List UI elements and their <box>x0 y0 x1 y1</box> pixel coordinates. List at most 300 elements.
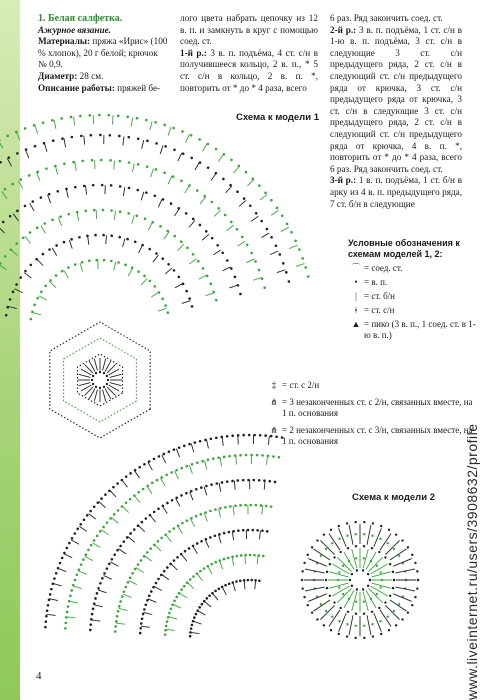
chain-dot <box>129 498 132 501</box>
chain-dot <box>278 253 281 256</box>
stitch-mark <box>55 166 57 175</box>
stitch-mark <box>132 163 134 172</box>
chain-dot <box>180 494 183 497</box>
chain-dot <box>158 455 161 458</box>
stitch-mark <box>69 240 72 249</box>
chain-dot <box>104 493 107 496</box>
chain-dot <box>55 274 58 277</box>
chain-dot <box>2 221 5 224</box>
chain-dot <box>107 379 109 381</box>
chain-dot <box>36 226 39 229</box>
stitch-mark <box>193 621 202 624</box>
chain-dot <box>355 613 357 615</box>
stitch-mark <box>368 588 382 602</box>
stitch-mark <box>123 238 125 247</box>
chain-dot <box>199 570 202 573</box>
chain-dot <box>164 633 167 636</box>
chain-dot <box>221 251 224 254</box>
chain-dot <box>393 548 395 550</box>
chain-dot <box>118 236 121 239</box>
stitch-mark <box>261 233 269 237</box>
chain-dot <box>192 253 195 256</box>
stitch-mark <box>332 586 349 596</box>
chain-dot <box>180 179 183 182</box>
stitch-mark <box>39 296 47 300</box>
chain-dot <box>196 189 199 192</box>
chain-dot <box>164 145 167 148</box>
chain-dot <box>4 255 7 258</box>
chain-dot <box>244 504 247 507</box>
stitch-mark <box>122 506 128 513</box>
chain-dot <box>5 314 8 317</box>
row1-label: 1-й р.: <box>180 47 207 58</box>
text-column-2 <box>180 13 318 94</box>
chain-dot <box>20 178 23 181</box>
chain-dot <box>157 540 160 543</box>
chain-dot <box>264 191 267 194</box>
chain-dot <box>30 318 33 321</box>
chain-dot <box>81 261 84 264</box>
chain-dot <box>117 610 120 613</box>
chain-dot <box>255 212 258 215</box>
stitch-mark <box>66 617 75 618</box>
stitch-mark <box>128 537 135 543</box>
stitch-mark <box>332 564 349 574</box>
chain-dot <box>392 571 394 573</box>
stitch-mark <box>11 250 18 256</box>
chain-dot <box>356 569 358 571</box>
chain-dot <box>168 450 171 453</box>
chain-dot <box>24 127 27 130</box>
stitch-mark <box>134 496 140 503</box>
stitch-mark <box>173 604 181 608</box>
stitch-mark <box>13 214 18 221</box>
stitch-mark <box>246 259 254 263</box>
chain-dot <box>92 184 95 187</box>
chain-dot <box>36 297 39 300</box>
chain-dot <box>59 562 62 565</box>
chain-dot <box>180 467 183 470</box>
chain-dot <box>236 190 239 193</box>
chain-dot <box>346 635 348 637</box>
chain-dot <box>144 603 147 606</box>
chain-dot <box>411 554 413 556</box>
stitch-mark <box>233 166 239 173</box>
stitch-mark <box>368 557 382 571</box>
chain-dot <box>363 557 365 559</box>
chain-dot <box>369 579 371 581</box>
chain-dot <box>172 127 175 130</box>
chain-dot <box>307 275 310 278</box>
chain-dot <box>214 590 217 593</box>
chain-dot <box>247 529 250 532</box>
chain-dot <box>94 234 97 237</box>
stitch-mark <box>182 301 191 304</box>
chain-dot <box>272 455 275 458</box>
chain-dot <box>150 590 153 593</box>
stitch-mark <box>85 557 93 561</box>
chain-dot <box>44 285 47 288</box>
chain-dot <box>80 563 83 566</box>
stitch-mark <box>232 531 233 540</box>
chain-dot <box>401 539 403 541</box>
chain-dot <box>129 576 132 579</box>
chain-dot <box>74 263 77 266</box>
chain-dot <box>119 545 122 548</box>
chain-dot <box>261 454 264 457</box>
stitch-mark <box>74 117 75 126</box>
chain-dot <box>154 194 157 197</box>
stitch-mark <box>98 590 107 593</box>
chain-dot <box>163 171 166 174</box>
article-title: 1. Белая салфетка. <box>38 13 123 24</box>
legend-item <box>348 319 478 341</box>
materials-paragraph <box>38 36 168 71</box>
chain-dot <box>136 189 139 192</box>
chain-dot <box>99 371 101 373</box>
chain-dot <box>176 556 179 559</box>
chain-dot <box>0 262 1 265</box>
legend-item-text: = соед. ст. <box>364 263 403 273</box>
chain-dot <box>137 270 140 273</box>
row2-label: 2-й р.: <box>330 24 357 35</box>
chain-dot <box>414 596 416 598</box>
chain-dot <box>195 488 198 491</box>
chain-dot <box>286 223 289 226</box>
chain-dot <box>127 212 130 215</box>
chain-dot <box>114 625 117 628</box>
chain-dot <box>47 604 50 607</box>
stitch-mark <box>168 127 171 135</box>
chain-dot <box>211 201 214 204</box>
scheme-2-title: Схема к модели 2 <box>352 492 435 503</box>
stitch-mark <box>197 574 203 581</box>
stitch-mark <box>35 125 38 134</box>
chain-dot <box>401 618 403 620</box>
chain-dot <box>226 259 229 262</box>
chain-dot <box>217 207 220 210</box>
chain-dot <box>387 542 389 544</box>
chain-dot <box>71 136 74 139</box>
chain-dot <box>44 626 47 629</box>
chain-dot <box>231 434 234 437</box>
diameter-text: 28 см. <box>77 70 104 81</box>
chain-dot <box>46 609 49 612</box>
chain-dot <box>117 261 120 264</box>
chain-dot <box>331 616 333 618</box>
chain-dot <box>307 604 309 606</box>
chain-dot <box>103 372 105 374</box>
chain-dot <box>338 538 340 540</box>
stitch-mark <box>58 568 66 571</box>
stitch-mark <box>158 308 167 311</box>
row3-label: 3-й р.: <box>330 175 357 186</box>
chain-dot <box>347 547 349 549</box>
stitch-mark <box>289 245 297 249</box>
chain-dot <box>66 611 69 614</box>
stitch-mark <box>106 235 107 244</box>
chain-dot <box>331 542 333 544</box>
chain-dot <box>164 304 167 307</box>
stitch-mark <box>30 203 34 211</box>
chain-dot <box>186 246 189 249</box>
continuation-paragraph: 6 раз. Ряд закончить соед. ст. <box>330 13 443 23</box>
chain-dot <box>110 260 113 263</box>
chain-dot <box>223 558 226 561</box>
chain-dot <box>190 490 193 493</box>
stitch-mark <box>77 212 79 221</box>
chain-dot <box>90 134 93 137</box>
stitch-mark <box>205 461 207 470</box>
chain-dot <box>138 466 141 469</box>
chain-dot <box>106 375 108 377</box>
stitch-mark <box>116 623 125 624</box>
chain-dot <box>173 235 176 238</box>
stitch-mark <box>213 250 221 255</box>
legend-item <box>348 263 478 274</box>
stitch-mark <box>244 580 245 589</box>
stitch-mark <box>339 528 347 546</box>
chain-dot <box>223 532 226 535</box>
chain-dot <box>282 262 285 265</box>
chain-dot <box>96 535 99 538</box>
stitch-mark <box>245 555 246 564</box>
chain-dot <box>155 582 158 585</box>
stitch-mark <box>296 264 305 267</box>
chain-dot <box>363 533 365 535</box>
chain-dot <box>372 635 374 637</box>
chain-dot <box>86 514 89 517</box>
chain-dot <box>148 248 151 251</box>
chain-dot <box>209 283 212 286</box>
chain-dot <box>249 554 252 557</box>
stitch-mark <box>64 138 66 147</box>
chain-dot <box>22 236 25 239</box>
chain-dot <box>99 387 101 389</box>
chain-dot <box>191 624 194 627</box>
chain-dot <box>101 577 104 580</box>
chain-stitch-icon: • <box>354 277 358 287</box>
chain-dot <box>182 152 185 155</box>
chain-dot <box>346 623 348 625</box>
chain-dot <box>416 587 418 589</box>
chain-dot <box>362 588 364 590</box>
stitch-mark <box>7 158 11 166</box>
chain-dot <box>208 594 211 597</box>
chain-dot <box>126 115 129 118</box>
chain-dot <box>161 257 164 260</box>
chain-dot <box>201 460 204 463</box>
chain-dot <box>141 617 144 620</box>
stitch-mark <box>251 216 258 221</box>
stitch-mark <box>178 244 184 250</box>
chain-dot <box>217 456 220 459</box>
chain-dot <box>93 539 96 542</box>
chain-dot <box>12 291 15 294</box>
stitch-mark <box>50 281 56 287</box>
chain-dot <box>99 530 102 533</box>
chain-dot <box>215 299 218 302</box>
stitch-mark <box>110 383 122 386</box>
stitch-mark <box>367 525 371 545</box>
chain-dot <box>342 565 344 567</box>
stitch-mark <box>195 162 200 170</box>
stitch-mark <box>119 608 128 610</box>
chain-dot <box>254 260 257 263</box>
chain-dot <box>236 228 239 231</box>
chain-dot <box>266 228 269 231</box>
chain-dot <box>250 579 253 582</box>
chain-dot <box>307 554 309 556</box>
stitch-mark <box>136 568 144 573</box>
stitch-mark <box>153 255 159 262</box>
stitch-mark <box>122 480 128 487</box>
chain-dot <box>155 168 158 171</box>
chain-dot <box>61 557 64 560</box>
chain-dot <box>170 471 173 474</box>
stitch-mark <box>19 181 23 189</box>
chain-dot <box>294 240 297 243</box>
chain-dot <box>193 616 196 619</box>
chain-dot <box>109 159 112 162</box>
chain-dot <box>45 167 48 170</box>
chain-dot <box>68 213 71 216</box>
legend-item-text: = ст. б/н <box>364 291 395 301</box>
chain-dot <box>239 454 242 457</box>
stitch-mark <box>366 590 376 607</box>
chain-dot <box>247 579 250 582</box>
stitch-mark <box>2 191 7 198</box>
chain-dot <box>248 434 251 437</box>
chain-dot <box>165 474 168 477</box>
chain-dot <box>389 563 391 565</box>
chain-dot <box>146 551 149 554</box>
chain-dot <box>121 595 124 598</box>
stitch-mark <box>164 232 169 239</box>
chain-dot <box>380 633 382 635</box>
intro-paragraph: лого цвета набрать цепочку из 12 в. п. и замкнуть в круг с помощью соед. ст. <box>180 13 318 47</box>
chain-dot <box>71 537 74 540</box>
chain-dot <box>326 587 328 589</box>
chain-dot <box>239 293 242 296</box>
stitch-mark <box>119 549 126 554</box>
stitch-mark <box>222 267 230 271</box>
chain-dot <box>4 188 7 191</box>
chain-dot <box>228 531 231 534</box>
stitch-mark <box>238 435 239 444</box>
stitch-mark <box>204 487 207 496</box>
chain-dot <box>141 521 144 524</box>
stitch-mark <box>222 587 226 595</box>
chain-dot <box>24 270 27 273</box>
stitch-mark <box>37 172 40 180</box>
stitch-mark <box>24 273 31 278</box>
chain-dot <box>143 608 146 611</box>
chain-dot <box>200 540 203 543</box>
chain-dot <box>116 615 119 618</box>
chain-dot <box>15 242 18 245</box>
stitch-mark <box>370 564 387 574</box>
chain-dot <box>180 588 183 591</box>
stitch-mark <box>53 583 62 585</box>
stitch-mark <box>187 583 194 589</box>
legend-item <box>348 305 478 316</box>
chain-dot <box>11 183 14 186</box>
chain-dot <box>376 565 378 567</box>
chain-dot <box>117 509 120 512</box>
chain-dot <box>181 130 184 133</box>
chain-dot <box>316 618 318 620</box>
chain-dot <box>198 606 201 609</box>
stitch-mark <box>190 632 199 633</box>
legend-item-text: = ст. с/н <box>364 305 395 315</box>
chain-dot <box>214 508 217 511</box>
chain-dot <box>200 513 203 516</box>
stitch-mark <box>264 481 265 490</box>
chain-dot <box>251 177 254 180</box>
chain-dot <box>113 553 116 556</box>
chain-dot <box>137 491 140 494</box>
chain-dot <box>323 624 325 626</box>
stitch-mark <box>367 615 371 635</box>
chain-dot <box>148 595 151 598</box>
materials-label: Материалы: <box>38 36 91 47</box>
chain-dot <box>48 248 51 251</box>
chain-dot <box>173 527 176 530</box>
chain-dot <box>189 635 192 638</box>
chain-dot <box>311 546 313 548</box>
stitch-mark <box>171 564 177 570</box>
watermark: www.liveinternet.ru/users/3908632/profile <box>464 423 480 700</box>
single-crochet-icon: | <box>355 291 357 301</box>
chain-dot <box>222 178 225 181</box>
chain-dot <box>270 199 273 202</box>
chain-dot <box>42 121 45 124</box>
stitch-mark <box>58 217 61 225</box>
chain-dot <box>64 627 67 630</box>
chain-dot <box>185 492 188 495</box>
chain-dot <box>101 184 104 187</box>
chain-dot <box>417 579 419 581</box>
chain-dot <box>249 204 252 207</box>
chain-dot <box>384 556 386 558</box>
chain-dot <box>55 244 58 247</box>
chain-dot <box>136 215 139 218</box>
chain-dot <box>354 521 356 523</box>
stitch-mark <box>114 161 115 170</box>
stitch-mark <box>281 227 289 231</box>
stitch-mark <box>179 593 186 598</box>
stitch-mark <box>208 566 212 574</box>
stitch-mark <box>165 268 172 274</box>
chain-dot <box>363 545 365 547</box>
page-number: 4 <box>36 670 42 682</box>
chain-dot <box>276 207 279 210</box>
stitch-mark <box>393 594 411 602</box>
chain-dot <box>78 236 81 239</box>
chain-dot <box>59 215 62 218</box>
chain-dot <box>270 236 273 239</box>
chain-dot <box>190 134 193 137</box>
chain-dot <box>226 480 229 483</box>
chain-dot <box>379 571 381 573</box>
chain-dot <box>83 518 86 521</box>
stitch-mark <box>103 359 106 371</box>
stitch-mark <box>189 220 195 227</box>
stitch-mark <box>155 545 161 551</box>
chain-dot <box>161 298 164 301</box>
chain-dot <box>126 238 129 241</box>
